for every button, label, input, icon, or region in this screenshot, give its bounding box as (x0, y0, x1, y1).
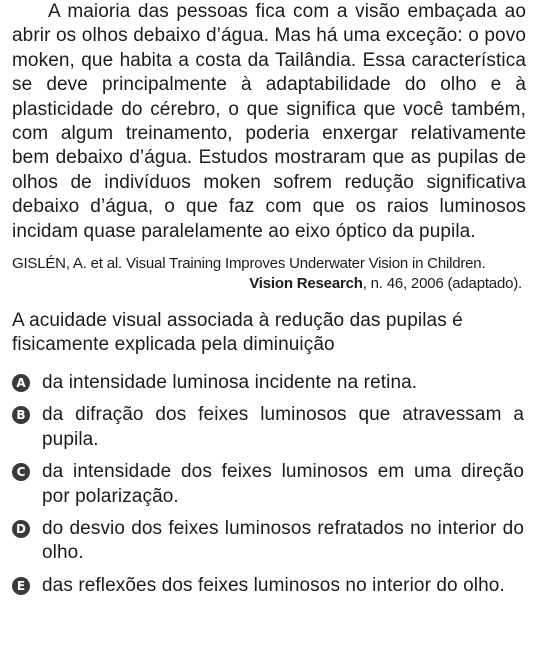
citation-authors-title: GISLÉN, A. et al. Visual Training Improves Underwater Vision in Children. (12, 255, 486, 273)
option-d[interactable] (12, 517, 526, 566)
citation (12, 254, 526, 294)
option-b-letter-badge: B (12, 406, 30, 424)
citation-source (12, 274, 526, 294)
citation-details: , n. 46, 2006 (adaptado). (362, 275, 522, 293)
option-a-text: da intensidade luminosa incidente na retina. (42, 371, 418, 393)
passage-text: A maioria das pessoas fica com a visão embaçada ao abrir os olhos debaixo d’água. Mas há uma exceção: o povo moken, que habita a costa da Tailândia. Essa característica se deve principalmente à adaptabilidade do olho e à plasticidade do cérebro, o que significa que você também, com algum treinamento, poderia enxergar relativamente bem debaixo d’água. Estudos mostraram que as pupilas de olhos de indivíduos moken sofrem redução significativa debaixo d’água, o que faz com que os raios luminosos incidam quase paralelamente ao eixo óptico da pupila. (12, 1, 526, 242)
exam-question (12, 0, 526, 606)
option-b-text: da difração dos feixes luminosos que atravessam a pupila. (42, 404, 524, 450)
option-d-text: do desvio dos feixes luminosos refratados no interior do olho. (42, 517, 524, 564)
option-a-letter-badge: A (12, 374, 30, 392)
citation-journal: Vision Research (249, 275, 363, 293)
option-b[interactable] (12, 403, 526, 452)
question-stem: A acuidade visual associada à redução das pupilas é fisicamente explicada pela diminuição (12, 310, 463, 356)
option-e-text: das reflexões dos feixes luminosos no interior do olho. (42, 574, 505, 596)
option-c-letter-badge: C (12, 463, 30, 481)
option-c-text: da intensidade dos feixes luminosos em uma direção por polarização. (42, 461, 524, 507)
option-c[interactable] (12, 460, 526, 509)
option-e-letter-badge: E (12, 577, 30, 595)
answer-options (12, 371, 526, 598)
option-e[interactable] (12, 574, 526, 598)
option-d-letter-badge: D (12, 520, 30, 538)
option-a[interactable] (12, 371, 526, 395)
